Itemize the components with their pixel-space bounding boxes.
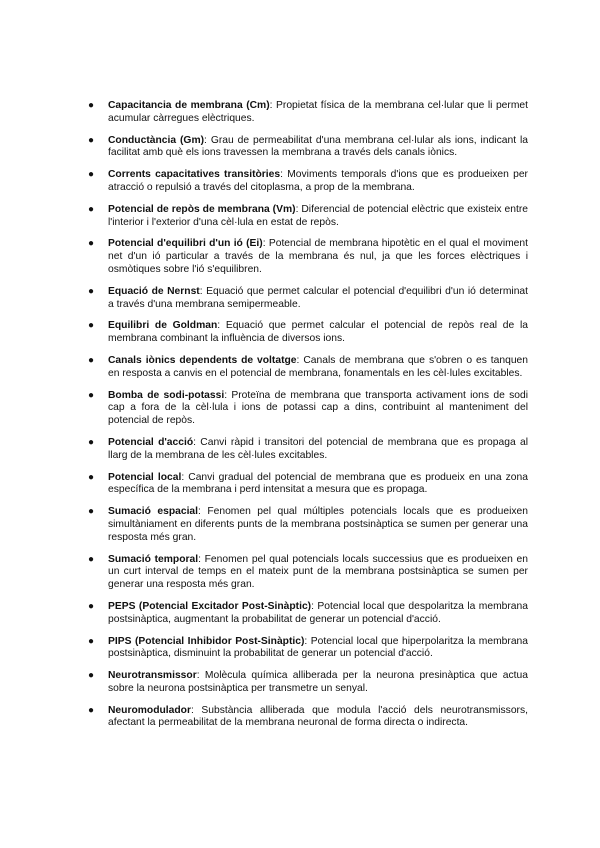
glossary-item	[88, 135, 528, 161]
glossary-definition: : Proteïna de membrana que transporta activament ions de sodi cap a fora de la cèl·lula i ions de potassi cap a dins, contribuint al manteniment del potencial de repòs.	[108, 389, 528, 427]
glossary-definition: : Substància alliberada que modula l'acció dels neurotransmissors, afectant la permeabilitat de la membrana neuronal de forma directa o indirecta.	[108, 704, 528, 729]
glossary-term: Neurotransmissor	[108, 670, 197, 682]
bullet-icon: ●	[88, 100, 95, 111]
glossary-item	[88, 169, 528, 195]
glossary-term: Conductància (Gm)	[108, 134, 205, 146]
glossary-item	[88, 472, 528, 498]
bullet-icon: ●	[88, 704, 95, 716]
bullet-icon: ●	[88, 471, 95, 483]
bullet-icon: ●	[88, 670, 95, 682]
bullet-icon: ●	[88, 354, 95, 366]
bullet-icon: ●	[88, 203, 95, 215]
glossary-definition: : Equació que permet calcular el potencial d'equilibri d'un ió determinat a través d'una membrana semipermeable.	[108, 285, 529, 310]
glossary-term: Bomba de sodi-potassi	[108, 389, 225, 401]
bullet-icon: ●	[88, 169, 95, 181]
glossary-term: Capacitancia de membrana (Cm)	[108, 100, 270, 111]
glossary-term: Sumació temporal	[108, 553, 199, 565]
glossary-item	[88, 705, 528, 731]
bullet-icon: ●	[88, 134, 95, 146]
glossary-term: Neuromodulador	[108, 704, 191, 716]
glossary-definition: : Equació que permet calcular el potencial de repòs real de la membrana combinant la influència de diversos ions.	[108, 320, 528, 345]
glossary-term: Potencial de repòs de membrana (Vm)	[108, 203, 296, 215]
glossary-item	[88, 554, 528, 592]
glossary-term: PEPS (Potencial Excitador Post-Sinàptic)	[108, 600, 312, 612]
glossary-list	[88, 100, 528, 739]
glossary-definition: : Diferencial de potencial elèctric que existeix entre l'interior i l'exterior d'una cèl·lula en estat de repòs.	[108, 203, 528, 228]
glossary-item	[88, 670, 528, 696]
glossary-term: Canals iònics dependents de voltatge	[108, 354, 297, 366]
glossary-term: Potencial d'acció	[108, 436, 194, 448]
glossary-term: PIPS (Potencial Inhibidor Post-Sinàptic)	[108, 635, 305, 647]
bullet-icon: ●	[88, 506, 95, 518]
bullet-icon: ●	[88, 389, 95, 401]
glossary-item	[88, 355, 528, 381]
glossary-term: Equació de Nernst	[108, 285, 200, 297]
glossary-item	[88, 238, 528, 276]
glossary-term: Potencial local	[108, 471, 182, 483]
glossary-definition: : Potencial de membrana hipotètic en el qual el moviment net d'un ió particular a través de la membrana és nul, ja que les forces elèctriques i osmòtiques sobre l'ió s'equilibren.	[108, 238, 528, 275]
bullet-icon: ●	[88, 600, 95, 612]
glossary-item	[88, 100, 528, 126]
glossary-item	[88, 437, 528, 463]
glossary-term: Equilibri de Goldman	[108, 320, 218, 332]
glossary-term: Sumació espacial	[108, 506, 199, 518]
bullet-icon: ●	[88, 238, 95, 250]
glossary-definition: : Molècula química alliberada per la neurona presinàptica que actua sobre la neurona postsinàptica per transmetre un senyal.	[108, 670, 528, 694]
glossary-term: Potencial d'equilibri d'un ió (Ei)	[108, 238, 263, 250]
bullet-icon: ●	[88, 285, 95, 297]
bullet-icon: ●	[88, 553, 95, 565]
glossary-item	[88, 204, 528, 230]
glossary-item	[88, 601, 528, 627]
glossary-definition: : Moviments temporals d'ions que es produeixen per atracció o repulsió a través del citoplasma, a prop de la membrana.	[108, 169, 528, 193]
glossary-definition: : Canvi ràpid i transitori del potencial de membrana que es propaga al llarg de la membrana de les cèl·lules excitables.	[108, 436, 528, 461]
glossary-definition: : Propietat física de la membrana cel·lular que li permet acumular càrregues elèctriques.	[108, 100, 528, 124]
glossary-term: Corrents capacitatives transitòries	[108, 169, 281, 181]
bullet-icon: ●	[88, 436, 95, 448]
glossary-item	[88, 390, 528, 428]
glossary-item	[88, 506, 528, 544]
glossary-definition: : Canvi gradual del potencial de membrana que es produeix en una zona específica de la membrana i perd intensitat a mesura que es propaga.	[108, 471, 528, 496]
glossary-item	[88, 636, 528, 662]
bullet-icon: ●	[88, 320, 95, 332]
glossary-definition: : Grau de permeabilitat d'una membrana cel·lular als ions, indicant la facilitat amb què els ions travessen la membrana a través dels canals iònics.	[108, 134, 528, 159]
glossary-definition: : Fenomen pel qual potencials locals successius que es produeixen en un curt interval de temps en el mateix punt de la membrana postsinàptica se sumen per generar una resposta més gran.	[108, 553, 529, 591]
glossary-definition: : Canals de membrana que s'obren o es tanquen en resposta a canvis en el potencial de membrana, fonamentals en les cèl·lules excitables.	[108, 354, 529, 379]
glossary-item	[88, 320, 528, 346]
glossary-item	[88, 286, 528, 312]
glossary-definition: : Potencial local que despolaritza la membrana postsinàptica, augmentant la probabilitat de generar un potencial d'acció.	[108, 600, 528, 625]
glossary-definition: : Fenomen pel qual múltiples potencials locals que es produeixen simultàniament en diferents punts de la membrana postsinàptica se sumen per generar una resposta més gran.	[108, 506, 528, 543]
glossary-definition: : Potencial local que hiperpolaritza la membrana postsinàptica, disminuint la probabilitat de generar un potencial d'acció.	[108, 635, 529, 660]
bullet-icon: ●	[88, 635, 95, 647]
